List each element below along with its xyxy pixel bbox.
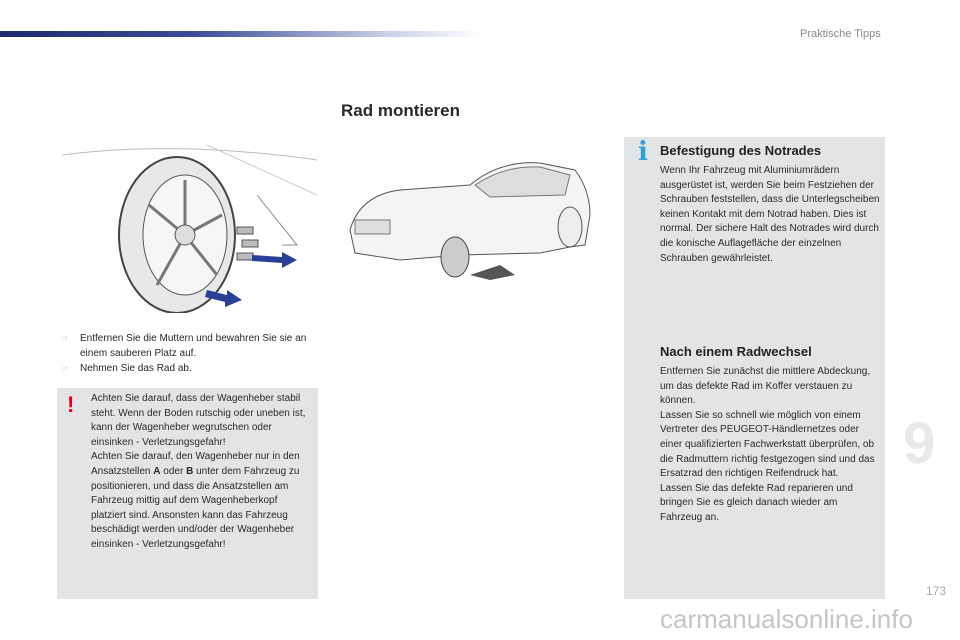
info-box (624, 137, 885, 599)
wheel-removal-illustration (57, 135, 319, 313)
info-text: Lassen Sie das defekte Rad reparieren und bringen Sie es gleich danach wieder am Fahrzeug an. (660, 482, 853, 523)
point-a: A (153, 465, 161, 477)
info-text: Entfernen Sie zunächst die mittlere Abdeckung, um das defekte Rad im Koffer verstauen zu können. (660, 366, 871, 407)
info-text: Lassen Sie so schnell wie möglich von einem Vertreter des PEUGEOT-Händlernetzes oder einer qualifizierten Fachwerkstatt überprüfen, ob die Radmuttern richtig festgezogen sind und das Ersatzrad den richtigen Reifendruck hat. (660, 409, 875, 480)
point-b: B (186, 465, 194, 477)
car-on-jack-illustration (340, 135, 595, 285)
warning-box (57, 388, 318, 599)
step-item (62, 361, 322, 376)
warning-paragraph: Achten Sie darauf, den Wagenheber nur in den Ansatzstellen (91, 451, 300, 477)
info-heading-spare-wheel: Befestigung des Notrades (660, 143, 822, 158)
hand-pointer-icon: ☞ (62, 334, 70, 343)
header-bar (0, 31, 480, 37)
page-title: Rad montieren (341, 101, 461, 120)
warning-connector: oder (160, 465, 187, 477)
info-heading-after-change: Nach einem Radwechsel (660, 344, 812, 359)
info-paragraph: Wenn Ihr Fahrzeug mit Aluminiumrädern ausgerüstet ist, werden Sie beim Festziehen der Schrauben feststellen, dass die Unterlegscheiben keinen Kontakt mit dem Notrad haben. Dies ist normal. Der sichere Halt des Notrades wird durch die konische Auflagefläche der einzelnen Schrauben gewährleistet. (660, 165, 880, 264)
step-item (62, 331, 322, 361)
hand-pointer-icon: ☞ (62, 364, 70, 373)
warning-exclamation-icon: ! (67, 392, 75, 417)
info-icon: i (638, 137, 648, 167)
step-list (62, 331, 322, 376)
step-text: Entfernen Sie die Muttern und bewahren Sie sie an einem sauberen Platz auf. (80, 333, 307, 359)
warning-paragraph: Achten Sie darauf, dass der Wagenheber stabil steht. Wenn der Boden rutschig oder uneben ist, kann der Wagenheber wegrutschen oder einsinken - Verletzungsgefahr! (91, 393, 306, 448)
step-text: Nehmen Sie das Rad ab. (80, 363, 192, 374)
section-title: Praktische Tipps (800, 28, 881, 40)
warning-paragraph: unter dem Fahrzeug zu positionieren, und dass die Ansatzstellen am Fahrzeug mittig auf dem Wagenheberkopf platziert sind. Ansonsten kann das Fahrzeug beschädigt werden und/oder der Wagenheber einsinken - Verletzungsgefahr! (91, 465, 300, 550)
watermark: carmanualsonline.info (660, 604, 913, 634)
info-paragraph (660, 365, 882, 526)
warning-text (91, 392, 315, 553)
chapter-number: 9 (903, 411, 936, 476)
page-number: 173 (926, 584, 947, 598)
